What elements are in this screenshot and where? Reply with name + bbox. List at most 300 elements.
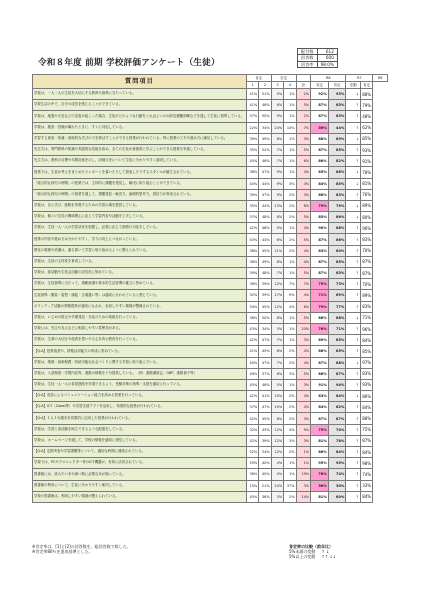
r8-positive-cell: 86% <box>328 234 346 245</box>
scale-2-cell: 46% <box>259 379 271 390</box>
r8-positive-cell: 86% <box>328 312 346 323</box>
r8-total-cell: 84% <box>311 178 329 189</box>
question-text: 学校は、一人一人の生徒を大切にする教育や指導に当たっている。 <box>33 89 247 100</box>
scale-3-cell: 8% <box>271 256 283 267</box>
scale-1-cell: 42% <box>246 413 258 424</box>
table-row <box>33 245 388 256</box>
r7-positive-cell: ↑ <box>346 223 361 234</box>
r7-change-cell: 80% <box>360 212 372 223</box>
scale-4-cell: 4% <box>284 424 296 435</box>
scale-4-cell: 1% <box>284 144 296 155</box>
r7-positive-cell: ↑ <box>346 234 361 245</box>
table-row <box>33 212 388 223</box>
r8-total-cell: 86% <box>311 368 329 379</box>
no-answer-cell: 6% <box>296 156 311 167</box>
r8-total-cell: 85% <box>311 212 329 223</box>
header-r8-total: 計 <box>296 82 311 89</box>
scale-1-cell: 35% <box>246 200 258 211</box>
header-scale-2: 2 <box>259 82 271 89</box>
r7-change-cell: 74% <box>360 469 372 480</box>
r8-total-cell: 79% <box>311 200 329 211</box>
table-row <box>33 111 388 122</box>
question-text: 「総合的な探究の時間」の授業を通して、課題発見・解決力、論理的思考力、発信力が育成されている。 <box>33 189 247 200</box>
scale-1-cell: 52% <box>246 447 258 458</box>
no-answer-cell: 5% <box>296 144 311 155</box>
no-answer-cell: 2% <box>296 111 311 122</box>
no-answer-cell: 4% <box>296 245 311 256</box>
r7-positive-cell: ↑ <box>346 268 361 279</box>
r8-positive-cell: 79% <box>328 200 346 211</box>
summary-value: 98.0% <box>317 61 337 67</box>
header-r7-change: 変動 <box>346 82 361 89</box>
r8-total-cell: 86% <box>311 346 329 357</box>
table-row <box>33 368 388 379</box>
scale-3-cell: 9% <box>271 111 283 122</box>
scale-4-cell: 1% <box>284 133 296 144</box>
table-row <box>33 346 388 357</box>
no-answer-cell: 2% <box>296 89 311 100</box>
scale-1-cell: 43% <box>246 234 258 245</box>
r7-positive-cell: ↑ <box>346 323 361 334</box>
scale-2-cell: 49% <box>259 256 271 267</box>
question-text: 学校は、生徒指導に当たって、規範意識や基本的生活習慣の確立に努めている。 <box>33 279 247 290</box>
r8-positive-cell: 80% <box>328 245 346 256</box>
scale-1-cell: 49% <box>246 368 258 379</box>
r8-total-cell: 86% <box>311 312 329 323</box>
r7-positive-cell: ↑ <box>346 469 361 480</box>
r7-change-cell: 89% <box>360 290 372 301</box>
scale-2-cell: 40% <box>259 469 271 480</box>
table-row <box>33 447 388 458</box>
r7-change-cell: 98% <box>360 458 372 469</box>
r8-total-cell: 87% <box>311 268 329 279</box>
header-scale-1: 1 <box>246 82 258 89</box>
r8-total-cell: 75% <box>311 424 329 435</box>
scale-2-cell: 21% <box>259 480 271 491</box>
scale-4-cell: 2% <box>284 402 296 413</box>
r8-total-cell: 76% <box>311 323 329 334</box>
r8-total-cell: 86% <box>311 156 329 167</box>
no-answer-cell: 4% <box>296 402 311 413</box>
scale-2-cell: 45% <box>259 346 271 357</box>
scale-3-cell: 12% <box>271 435 283 446</box>
scale-2-cell: 45% <box>259 413 271 424</box>
table-row <box>33 144 388 155</box>
scale-1-cell: 45% <box>246 491 258 502</box>
no-answer-cell: 5% <box>296 368 311 379</box>
r7-change-cell: 93% <box>360 379 372 390</box>
r7-positive-cell: ↑ <box>346 290 361 301</box>
r8-positive-cell: 78% <box>328 435 346 446</box>
r8-positive-cell: 85% <box>328 144 346 155</box>
r8-positive-cell: 83% <box>328 268 346 279</box>
scale-1-cell: 42% <box>246 435 258 446</box>
header-positive: 肯定 <box>246 75 271 82</box>
scale-1-cell: 37% <box>246 402 258 413</box>
r8-total-cell: 71% <box>311 290 329 301</box>
scale-3-cell: 8% <box>271 312 283 323</box>
scale-3-cell: 9% <box>271 167 283 178</box>
scale-3-cell: 9% <box>271 178 283 189</box>
r7-positive-cell: ↓ <box>346 89 361 100</box>
r8-total-cell: 86% <box>311 447 329 458</box>
no-answer-cell: 6% <box>296 301 311 312</box>
scale-3-cell: 8% <box>271 212 283 223</box>
r7-positive-cell: ↓ <box>346 312 361 323</box>
r7-change-cell: 87% <box>360 268 372 279</box>
table-row <box>33 335 388 346</box>
no-answer-cell: 3% <box>296 178 311 189</box>
question-text: 学校は、自ら学び、進路を実現するための学習の場を提供している。 <box>33 200 247 211</box>
table-row <box>33 357 388 368</box>
question-text: ボランティア活動の情報提供が適切になされ、参加しやすい環境が整備されている。 <box>33 301 247 312</box>
table-row <box>33 156 388 167</box>
r7-positive-cell: ↑ <box>346 245 361 256</box>
r7-positive-cell: ↓ <box>346 133 361 144</box>
r8-positive-cell: 82% <box>328 402 346 413</box>
scale-1-cell: 36% <box>246 312 258 323</box>
r7-positive-cell: ↑ <box>346 402 361 413</box>
legend-arrows: ↑↑ ↓↓ <box>321 554 337 559</box>
question-text: 学校は、学習と部活動を両立できるような配慮をしている。 <box>33 424 247 435</box>
scale-4-cell: 2% <box>284 346 296 357</box>
scale-2-cell: 39% <box>259 290 271 301</box>
r8-positive-cell: 89% <box>328 133 346 144</box>
scale-4-cell: 1% <box>284 111 296 122</box>
table-row <box>33 189 388 200</box>
scale-3-cell: 10% <box>271 402 283 413</box>
scale-3-cell: 5% <box>271 379 283 390</box>
header-r8: R8 <box>311 75 346 82</box>
footnotes <box>32 544 131 554</box>
scale-2-cell: 50% <box>259 111 271 122</box>
scale-4-cell: 3% <box>284 435 296 446</box>
question-text: 図書館には、読みたい本や調べ物に必要な本が揃っている。 <box>33 469 247 480</box>
scale-1-cell: 40% <box>246 156 258 167</box>
question-text: 学校は、部活動や生徒会活動の活性化に努めている。 <box>33 268 247 279</box>
r7-change-cell: 84% <box>360 491 372 502</box>
scale-3-cell: 7% <box>271 268 283 279</box>
table-row <box>33 89 388 100</box>
r8-total-cell: 87% <box>311 234 329 245</box>
no-answer-cell: 4% <box>296 346 311 357</box>
question-text: 学校は、ホームページを通して、学校の情報を適切に発信している。 <box>33 435 247 446</box>
scale-1-cell: 43% <box>246 323 258 334</box>
r7-change-cell: 97% <box>360 357 372 368</box>
question-text: 学習する意欲・知識・意欲的な学びの力を伸ばすことができる授業が行われている。特に授業の工夫や進め方に満足している。 <box>33 133 247 144</box>
table-row <box>33 469 388 480</box>
no-answer-cell: 5% <box>296 312 311 323</box>
scale-2-cell: 34% <box>259 323 271 334</box>
scale-4-cell: 2% <box>284 413 296 424</box>
scale-2-cell: 34% <box>259 122 271 133</box>
scale-3-cell: 4% <box>271 458 283 469</box>
scale-4-cell: 9% <box>284 290 296 301</box>
question-text: 学校は、いじめの防止や早期発見・対応のための取組を行っている。 <box>33 312 247 323</box>
scale-3-cell: 5% <box>271 89 283 100</box>
scale-2-cell: 44% <box>259 200 271 211</box>
table-row <box>33 256 388 267</box>
table-row <box>33 133 388 144</box>
r8-positive-cell: 87% <box>328 413 346 424</box>
scale-3-cell: 6% <box>271 234 283 245</box>
r7-change-cell: 96% <box>360 223 372 234</box>
r7-change-cell: 62% <box>360 122 372 133</box>
scale-2-cell: 47% <box>259 357 271 368</box>
r8-positive-cell: 95% <box>328 458 346 469</box>
r8-total-cell: 76% <box>311 469 329 480</box>
question-text: 学校生活の中で、自分の成長を感じることができている。 <box>33 100 247 111</box>
r7-change-cell: 87% <box>360 256 372 267</box>
scale-2-cell: 43% <box>259 424 271 435</box>
scale-2-cell: 37% <box>259 368 271 379</box>
question-text: 学校は、生徒一人一人の学習状況を把握し、必要に応じて個別の対応をしている。 <box>33 223 247 234</box>
scale-4-cell: 1% <box>284 268 296 279</box>
scale-1-cell: 39% <box>246 189 258 200</box>
r7-positive-cell: ↑ <box>346 480 361 491</box>
scale-2-cell: 47% <box>259 402 271 413</box>
table-row <box>33 178 388 189</box>
scale-2-cell: 48% <box>259 223 271 234</box>
scale-3-cell: 24% <box>271 480 283 491</box>
r7-positive-cell: ↑ <box>346 279 361 290</box>
scale-4-cell: 2% <box>284 234 296 245</box>
scale-1-cell: 45% <box>246 379 258 390</box>
scale-2-cell: 48% <box>259 212 271 223</box>
header-r6-positive: 肯定 <box>360 82 372 89</box>
scale-2-cell: 44% <box>259 234 271 245</box>
scale-1-cell: 38% <box>246 245 258 256</box>
table-row <box>33 200 388 211</box>
r7-change-cell: 83% <box>360 234 372 245</box>
r8-positive-cell: 71% <box>328 323 346 334</box>
r8-positive-cell: 82% <box>328 156 346 167</box>
scale-1-cell: 15% <box>246 480 258 491</box>
no-answer-cell: 3% <box>296 379 311 390</box>
scale-4-cell: 3% <box>284 178 296 189</box>
scale-1-cell: 22% <box>246 122 258 133</box>
r7-positive-cell: ↑ <box>346 144 361 155</box>
question-text: 先生方は、教科の目標や年間計画を示し、評価方法について生徒に分かりやすく説明している。 <box>33 156 247 167</box>
scale-3-cell: 7% <box>271 144 283 155</box>
no-answer-cell: 3% <box>296 435 311 446</box>
scale-4-cell: 1% <box>284 167 296 178</box>
r8-total-cell: 85% <box>311 167 329 178</box>
r8-positive-cell: 88% <box>328 223 346 234</box>
no-answer-cell: 7% <box>296 122 311 133</box>
scale-3-cell: 9% <box>271 189 283 200</box>
r7-change-cell: 85% <box>360 346 372 357</box>
scale-3-cell: 12% <box>271 424 283 435</box>
scale-3-cell: 13% <box>271 200 283 211</box>
r8-total-cell: 91% <box>311 379 329 390</box>
scale-1-cell: 39% <box>246 133 258 144</box>
r8-positive-cell: 85% <box>328 346 346 357</box>
r8-total-cell: 89% <box>311 335 329 346</box>
r8-positive-cell: 85% <box>328 335 346 346</box>
scale-3-cell: 3% <box>271 491 283 502</box>
scale-4-cell: 4% <box>284 301 296 312</box>
r8-positive-cell: 84% <box>328 447 346 458</box>
scale-4-cell: 1% <box>284 312 296 323</box>
scale-1-cell: 40% <box>246 357 258 368</box>
scale-3-cell: 7% <box>271 156 283 167</box>
r8-positive-cell: 93% <box>328 89 346 100</box>
summary-label: 回答数 <box>298 55 318 61</box>
table-row <box>33 323 388 334</box>
r8-total-cell: 88% <box>311 133 329 144</box>
r7-change-cell: 78% <box>360 167 372 178</box>
no-answer-cell: 4% <box>296 167 311 178</box>
question-text: 学校は、環境・資源保護・持続可能な社会づくりに関する学習に取り組んでいる。 <box>33 357 247 368</box>
header-scale-4: 4 <box>284 82 296 89</box>
scale-4-cell: 1% <box>284 379 296 390</box>
header-r8-positive: 肯定 <box>311 82 329 89</box>
legend-row <box>289 554 336 559</box>
scale-3-cell: 12% <box>271 447 283 458</box>
r7-positive-cell: ↑ <box>346 189 361 200</box>
table-row <box>33 458 388 469</box>
scale-4-cell: 2% <box>284 357 296 368</box>
scale-3-cell: 6% <box>271 368 283 379</box>
question-text: 【Q:A】１人１台端末を効果的に活用した授業が行われている。 <box>33 413 247 424</box>
r8-total-cell: 87% <box>311 256 329 267</box>
r8-positive-cell: 85% <box>328 256 346 267</box>
r8-total-cell: 79% <box>311 301 329 312</box>
r7-positive-cell: ↑ <box>346 424 361 435</box>
scale-4-cell: 2% <box>284 391 296 402</box>
r8-positive-cell: 80% <box>328 491 346 502</box>
scale-2-cell: 51% <box>259 89 271 100</box>
r7-change-cell: 79% <box>360 100 372 111</box>
scale-4-cell: 1% <box>284 458 296 469</box>
table-row <box>33 301 388 312</box>
table-row <box>33 435 388 446</box>
r8-positive-cell: 69% <box>328 290 346 301</box>
scale-3-cell: 10% <box>271 391 283 402</box>
r8-positive-cell: 85% <box>328 178 346 189</box>
r8-total-cell: 87% <box>311 413 329 424</box>
no-answer-cell: 6% <box>296 200 311 211</box>
scale-3-cell: 4% <box>271 469 283 480</box>
legend-arrows: ↑ ↓ <box>321 549 330 554</box>
no-answer-cell: 19% <box>296 469 311 480</box>
r7-change-cell: 84% <box>360 447 372 458</box>
scale-3-cell: 17% <box>271 290 283 301</box>
r7-change-cell: 91% <box>360 156 372 167</box>
scale-3-cell: 8% <box>271 346 283 357</box>
no-answer-cell: 5% <box>296 268 311 279</box>
r7-change-cell: 48% <box>360 111 372 122</box>
scale-3-cell: 8% <box>271 413 283 424</box>
no-answer-cell: 4% <box>296 357 311 368</box>
question-text: 学校は、個々の生徒の興味関心に応じて学習内容や活動を工夫している。 <box>33 212 247 223</box>
header-item: 質問項目 <box>33 75 247 89</box>
scale-2-cell: 47% <box>259 335 271 346</box>
scale-1-cell: 38% <box>246 256 258 267</box>
r7-positive-cell: ↑ <box>346 111 361 122</box>
question-text: 学校の図書館は、利用しやすい環境が整えられている。 <box>33 491 247 502</box>
r8-total-cell: 87% <box>311 357 329 368</box>
question-text: 図書館の利用について、生徒に分かりやすく案内している。 <box>33 480 247 491</box>
table-row <box>33 290 388 301</box>
question-text: 【Q:A】ICT（Classi等）や学習支援アプリを活用し、効果的な授業が行われている。 <box>33 402 247 413</box>
scale-4-cell: 1% <box>284 156 296 167</box>
no-answer-cell: 3% <box>296 335 311 346</box>
r7-positive-cell: ↓ <box>346 391 361 402</box>
scale-1-cell: 41% <box>246 100 258 111</box>
r8-positive-cell: 77% <box>328 301 346 312</box>
legend-title: 肯定率の比較（前年比） <box>289 544 333 549</box>
scale-4-cell: 2% <box>284 491 296 502</box>
scale-1-cell: 39% <box>246 268 258 279</box>
scale-3-cell: 5% <box>271 223 283 234</box>
scale-1-cell: 35% <box>246 144 258 155</box>
r7-change-cell: 33% <box>360 480 372 491</box>
no-answer-cell: 3% <box>296 480 311 491</box>
r7-positive-cell: ↑ <box>346 156 361 167</box>
r7-change-cell: 88% <box>360 89 372 100</box>
r7-change-cell: 81% <box>360 178 372 189</box>
r8-total-cell: 84% <box>311 402 329 413</box>
r7-positive-cell: ↓ <box>346 200 361 211</box>
r8-positive-cell: 88% <box>328 357 346 368</box>
scale-2-cell: 45% <box>259 301 271 312</box>
r8-positive-cell: 94% <box>328 379 346 390</box>
r8-total-cell: 36% <box>311 480 329 491</box>
table-row <box>33 391 388 402</box>
table-row <box>33 268 388 279</box>
scale-2-cell: 47% <box>259 189 271 200</box>
r8-total-cell: 81% <box>311 491 329 502</box>
question-text: 学校では、PCやプロジェクター等のICT機器が、有効に活用されている。 <box>33 458 247 469</box>
r8-total-cell: 87% <box>311 111 329 122</box>
scale-1-cell: 38% <box>246 167 258 178</box>
r8-total-cell: 87% <box>311 144 329 155</box>
table-row <box>33 100 388 111</box>
page-title: 令和８年度 前期 学校評価アンケート（生徒） <box>38 58 220 68</box>
r8-positive-cell: 84% <box>328 391 346 402</box>
r8-positive-cell: 85% <box>328 100 346 111</box>
no-answer-cell: 4% <box>296 256 311 267</box>
summary-label: 回答率 <box>298 61 318 67</box>
question-text: 授業では、生徒が考えをまとめたりレポートを書いたりして発表したりするスタイルが確立されている。 <box>33 167 247 178</box>
r7-positive-cell: ↑ <box>346 435 361 446</box>
scale-4-cell: 1% <box>284 335 296 346</box>
distribution-summary <box>297 48 338 68</box>
scale-4-cell: 2% <box>284 212 296 223</box>
scale-2-cell: 52% <box>259 144 271 155</box>
r7-positive-cell: ↓ <box>346 178 361 189</box>
r8-positive-cell: 30% <box>328 480 346 491</box>
r7-change-cell: 76% <box>360 189 372 200</box>
scale-1-cell: 32% <box>246 290 258 301</box>
scale-4-cell: 1% <box>284 100 296 111</box>
no-answer-cell: 5% <box>296 212 311 223</box>
r7-positive-cell: ↓ <box>346 212 361 223</box>
question-text: 学校は、生命の大切さや他者を思いやる心を育む教育を行っている。 <box>33 335 247 346</box>
summary-row <box>298 61 338 67</box>
table-row <box>33 379 388 390</box>
header-r7: R7 <box>346 75 373 82</box>
r7-positive-cell: ↑ <box>346 368 361 379</box>
scale-2-cell: 44% <box>259 178 271 189</box>
legend-label: 5%以上の変動 <box>289 554 316 559</box>
question-text: 学校は、生徒一人一人の希望進路を実現できるよう、受験対策の指導・支援を適切に行っている。 <box>33 379 247 390</box>
question-text: 学校は、生徒の主体性を育成している。 <box>33 256 247 267</box>
no-answer-cell: 3% <box>296 133 311 144</box>
scale-4-cell: 1% <box>284 323 296 334</box>
